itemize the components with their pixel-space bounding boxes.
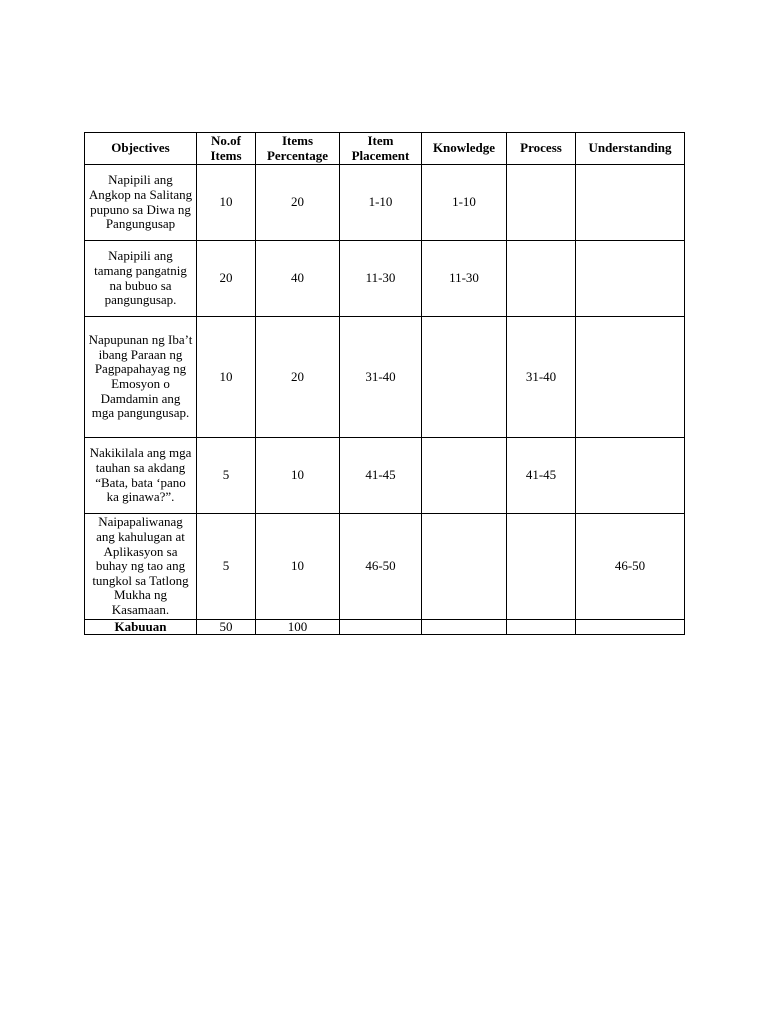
process-cell: [507, 241, 576, 317]
understanding-cell: [576, 317, 685, 438]
objective-cell: Napipili ang tamang pangatnig na bubuo sa pangungusap.: [85, 241, 197, 317]
percentage-cell: 20: [256, 165, 340, 241]
understanding-cell: [576, 165, 685, 241]
placement-cell: 11-30: [340, 241, 422, 317]
table-row: [85, 438, 685, 514]
table-row: [85, 241, 685, 317]
placement-cell: 1-10: [340, 165, 422, 241]
total-items: 50: [197, 620, 256, 635]
total-row: [85, 620, 685, 635]
table-row: [85, 165, 685, 241]
knowledge-cell: [422, 514, 507, 620]
header-items-percentage: Items Percentage: [256, 133, 340, 165]
process-cell: [507, 165, 576, 241]
percentage-cell: 10: [256, 514, 340, 620]
percentage-cell: 20: [256, 317, 340, 438]
table-row: [85, 514, 685, 620]
process-cell: 41-45: [507, 438, 576, 514]
percentage-cell: 10: [256, 438, 340, 514]
header-objectives: Objectives: [85, 133, 197, 165]
objective-cell: Naipapaliwanag ang kahulugan at Aplikasyon sa buhay ng tao ang tungkol sa Tatlong Mukha ng Kasamaan.: [85, 514, 197, 620]
header-item-placement: Item Placement: [340, 133, 422, 165]
objective-cell: Nakikilala ang mga tauhan sa akdang “Bata, bata ‘pano ka ginawa?”.: [85, 438, 197, 514]
header-knowledge: Knowledge: [422, 133, 507, 165]
header-row: [85, 133, 685, 165]
percentage-cell: 40: [256, 241, 340, 317]
objective-cell: Napupunan ng Iba’t ibang Paraan ng Pagpapahayag ng Emosyon o Damdamin ang mga pangungusap.: [85, 317, 197, 438]
objective-cell: Napipili ang Angkop na Salitang pupuno sa Diwa ng Pangungusap: [85, 165, 197, 241]
header-understanding: Understanding: [576, 133, 685, 165]
placement-cell: 41-45: [340, 438, 422, 514]
header-no-of-items: No.of Items: [197, 133, 256, 165]
process-cell: 31-40: [507, 317, 576, 438]
items-cell: 5: [197, 438, 256, 514]
knowledge-cell: [422, 438, 507, 514]
total-understanding: [576, 620, 685, 635]
total-label: Kabuuan: [85, 620, 197, 635]
understanding-cell: [576, 241, 685, 317]
items-cell: 5: [197, 514, 256, 620]
items-cell: 10: [197, 165, 256, 241]
placement-cell: 31-40: [340, 317, 422, 438]
table-row: [85, 317, 685, 438]
process-cell: [507, 514, 576, 620]
knowledge-cell: 1-10: [422, 165, 507, 241]
total-percentage: 100: [256, 620, 340, 635]
total-knowledge: [422, 620, 507, 635]
total-placement: [340, 620, 422, 635]
understanding-cell: [576, 438, 685, 514]
understanding-cell: 46-50: [576, 514, 685, 620]
items-cell: 20: [197, 241, 256, 317]
header-process: Process: [507, 133, 576, 165]
items-cell: 10: [197, 317, 256, 438]
specification-table: [84, 132, 685, 635]
knowledge-cell: 11-30: [422, 241, 507, 317]
knowledge-cell: [422, 317, 507, 438]
placement-cell: 46-50: [340, 514, 422, 620]
total-process: [507, 620, 576, 635]
